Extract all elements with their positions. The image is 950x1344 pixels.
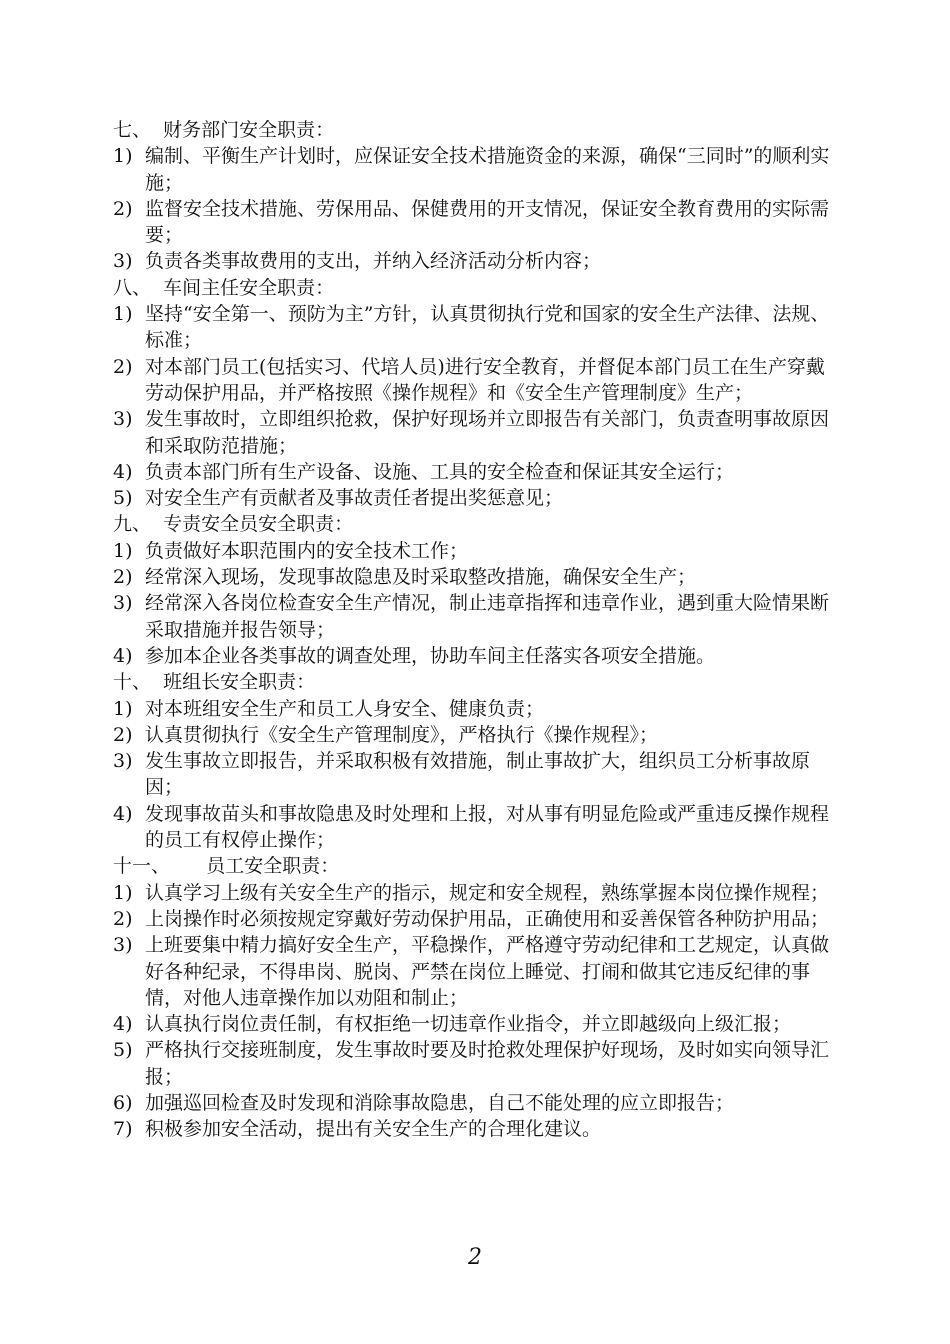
item-text: 认真学习上级有关安全生产的指示，规定和安全规程，熟练掌握本岗位操作规程； — [145, 881, 830, 904]
item-text: 负责各类事故费用的支出，并纳入经济活动分析内容； — [145, 250, 602, 273]
list-item — [113, 906, 840, 932]
item-number: 4) — [113, 1013, 133, 1036]
list-item — [113, 354, 840, 407]
item-number: 5) — [113, 487, 133, 510]
item-number: 1) — [113, 303, 133, 326]
item-text: 上班要集中精力搞好安全生产，平稳操作，严格遵守劳动纪律和工艺规定，认真做好各种纪录，不得串岗、脱岗、严禁在岗位上睡觉、打闹和做其它违反纪律的事情，对他人违章操作加以劝阻和制止； — [145, 934, 830, 1009]
page-number: 2 — [468, 1245, 482, 1270]
item-text: 加强巡回检查及时发现和消除事故隐患，自己不能处理的应立即报告； — [145, 1091, 735, 1114]
list-item — [113, 1090, 840, 1116]
list-item — [113, 880, 840, 906]
item-text: 对本部门员工(包括实习、代培人员)进行安全教育，并督促本部门员工在生产穿戴劳动保护用品，并严格按照《操作规程》和《安全生产管理制度》生产； — [145, 355, 825, 404]
list-item — [113, 590, 840, 643]
item-number: 3) — [113, 750, 133, 773]
list-item — [113, 485, 840, 511]
list-item — [113, 801, 840, 854]
item-text: 经常深入各岗位检查安全生产情况，制止违章指挥和违章作业，遇到重大险情果断采取措施并报告领导； — [145, 592, 830, 641]
item-text: 负责本部门所有生产设备、设施、工具的安全检查和保证其安全运行； — [145, 460, 735, 483]
item-number: 6) — [113, 1091, 133, 1114]
list-item — [113, 248, 840, 274]
item-number: 3) — [113, 408, 133, 431]
item-text: 参加本企业各类事故的调查处理，协助车间主任落实各项安全措施。 — [145, 644, 716, 667]
section — [113, 117, 840, 275]
list-item — [113, 748, 840, 801]
item-number: 4) — [113, 802, 133, 825]
item-number: 2) — [113, 723, 133, 746]
item-text: 严格执行交接班制度，发生事故时要及时抢救处理保护好现场，及时如实向领导汇报； — [145, 1039, 830, 1088]
list-item — [113, 722, 840, 748]
document-body — [113, 117, 840, 1143]
section-heading: 七、 财务部门安全职责： — [113, 119, 335, 141]
item-text: 上岗操作时必须按规定穿戴好劳动保护用品，正确使用和妥善保管各种防护用品； — [145, 907, 830, 930]
item-number: 7) — [113, 1118, 133, 1141]
item-text: 认真贯彻执行《安全生产管理制度》，严格执行《操作规程》； — [145, 723, 659, 746]
item-text: 发生事故立即报告，并采取积极有效措施，制止事故扩大，组织员工分析事故原因； — [145, 750, 811, 799]
section-heading: 九、 专责安全员安全职责： — [113, 513, 354, 536]
section — [113, 853, 840, 1142]
item-number: 1) — [113, 697, 133, 720]
section — [113, 275, 840, 512]
list-item — [113, 196, 840, 249]
item-text: 监督安全技术措施、劳保用品、保健费用的开支情况，保证安全教育费用的实际需要； — [145, 197, 830, 247]
item-number: 3) — [113, 934, 133, 957]
item-number: 3) — [113, 592, 133, 615]
item-number: 4) — [113, 644, 133, 667]
list-item — [113, 301, 840, 354]
item-text: 认真执行岗位责任制，有权拒绝一切违章作业指令，并立即越级向上级汇报； — [145, 1013, 792, 1036]
list-item — [113, 143, 840, 196]
item-text: 积极参加安全活动，提出有关安全生产的合理化建议。 — [145, 1118, 602, 1141]
item-number: 5) — [113, 1039, 133, 1062]
item-text: 经常深入现场，发现事故隐患及时采取整改措施，确保安全生产； — [145, 566, 697, 589]
list-item — [113, 643, 840, 669]
list-item — [113, 1116, 840, 1142]
item-number: 2) — [113, 566, 133, 589]
section-heading: 十、 班组长安全职责： — [113, 671, 316, 694]
list-item — [113, 406, 840, 459]
item-number: 2) — [113, 355, 133, 378]
item-text: 发生事故时，立即组织抢救，保护好现场并立即报告有关部门，负责查明事故原因和采取防范措施； — [145, 408, 830, 457]
list-item — [113, 932, 840, 1011]
list-item — [113, 459, 840, 485]
item-text: 负责做好本职范围内的安全技术工作； — [145, 539, 469, 562]
item-text: 坚持“安全第一、预防为主”方针，认真贯彻执行党和国家的安全生产法律、法规、标准； — [145, 303, 830, 352]
item-number: 4) — [113, 460, 133, 483]
section-heading: 十一、 员工安全职责： — [113, 855, 340, 878]
list-item — [113, 696, 840, 722]
list-item — [113, 538, 840, 564]
item-number: 3) — [113, 250, 133, 273]
list-item — [113, 564, 840, 590]
item-text: 对安全生产有贡献者及事故责任者提出奖惩意见； — [145, 487, 564, 510]
list-item — [113, 1037, 840, 1090]
list-item — [113, 1011, 840, 1037]
item-number: 2) — [113, 197, 133, 220]
section-heading: 八、 车间主任安全职责： — [113, 276, 335, 299]
section — [113, 669, 840, 853]
item-number: 1) — [113, 539, 133, 562]
item-text: 编制、平衡生产计划时，应保证安全技术措施资金的来源，确保“三同时”的顺利实施； — [145, 145, 830, 194]
item-text: 对本班组安全生产和员工人身安全、健康负责； — [145, 697, 545, 720]
item-number: 1) — [113, 145, 133, 168]
item-text: 发现事故苗头和事故隐患及时处理和上报，对从事有明显危险或严重违反操作规程的员工有权停止操作； — [145, 802, 830, 852]
item-number: 2) — [113, 907, 133, 930]
item-number: 1) — [113, 881, 133, 904]
section — [113, 511, 840, 669]
